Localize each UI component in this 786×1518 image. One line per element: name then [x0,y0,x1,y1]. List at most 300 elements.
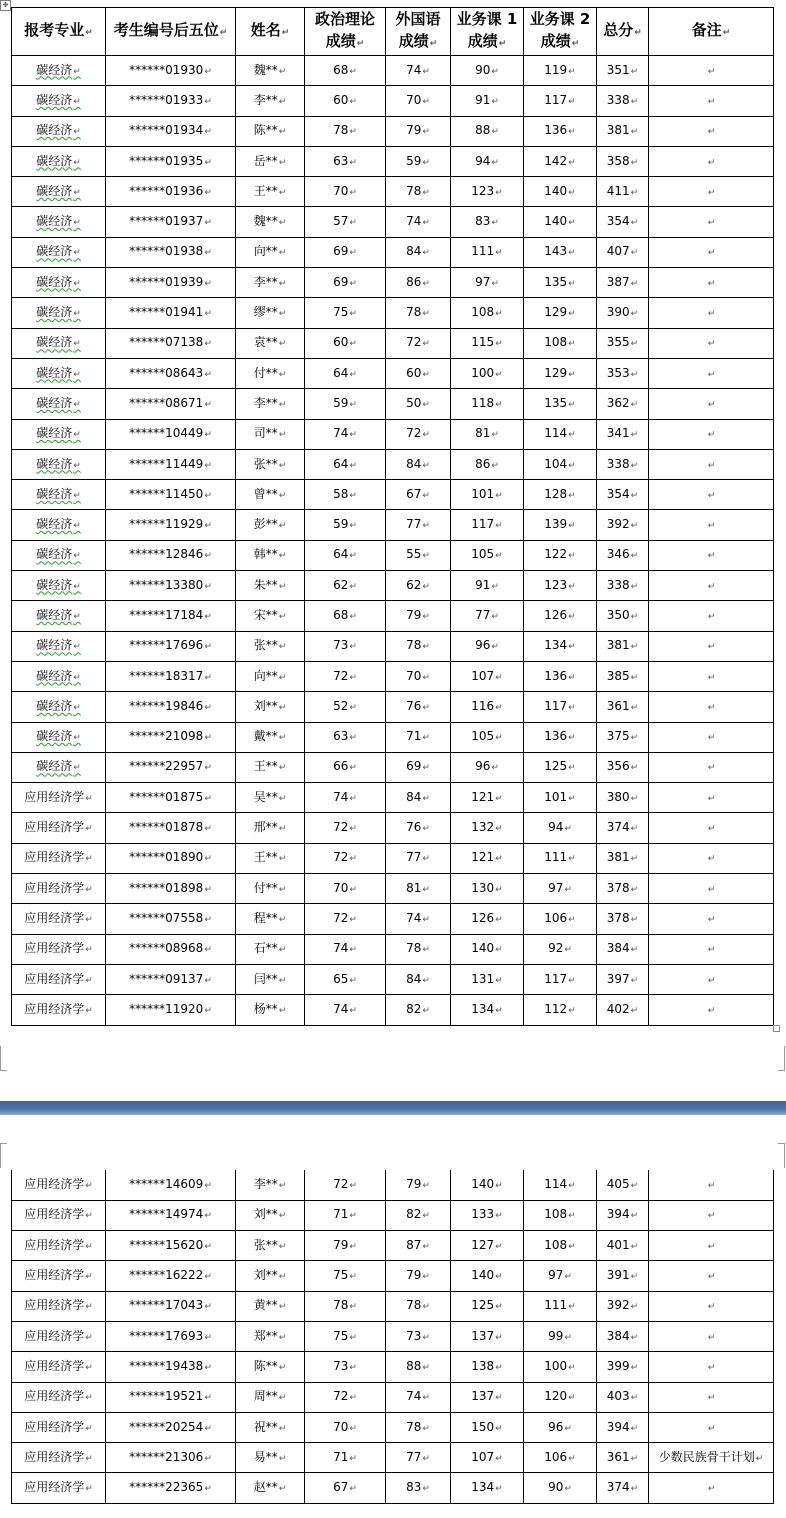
cell-foreign-language[interactable] [386,510,451,540]
cell-exam-id[interactable] [106,237,236,267]
cell-total[interactable] [597,449,649,479]
cell-politics[interactable] [305,146,386,176]
cell-remarks[interactable] [649,177,774,207]
cell-total[interactable] [597,1382,649,1412]
cell-politics[interactable] [305,813,386,843]
cell-name[interactable] [236,1473,305,1503]
cell-major[interactable] [12,1443,106,1473]
cell-course-2[interactable] [524,419,597,449]
cell-major[interactable] [12,237,106,267]
cell-politics[interactable] [305,1473,386,1503]
cell-major[interactable] [12,752,106,782]
cell-remarks[interactable] [649,1473,774,1503]
cell-remarks[interactable] [649,1261,774,1291]
cell-name[interactable] [236,661,305,691]
cell-name[interactable] [236,328,305,358]
cell-politics[interactable] [305,1321,386,1351]
cell-course-2[interactable] [524,571,597,601]
cell-major[interactable] [12,389,106,419]
cell-course-1[interactable] [451,783,524,813]
cell-name[interactable] [236,116,305,146]
cell-foreign-language[interactable] [386,177,451,207]
cell-politics[interactable] [305,843,386,873]
cell-exam-id[interactable] [106,783,236,813]
cell-politics[interactable] [305,752,386,782]
cell-name[interactable] [236,419,305,449]
cell-exam-id[interactable] [106,874,236,904]
cell-major[interactable] [12,116,106,146]
cell-course-1[interactable] [451,116,524,146]
cell-major[interactable] [12,904,106,934]
cell-course-2[interactable] [524,631,597,661]
cell-name[interactable] [236,237,305,267]
cell-course-1[interactable] [451,177,524,207]
cell-course-1[interactable] [451,722,524,752]
cell-course-1[interactable] [451,237,524,267]
cell-major[interactable] [12,1261,106,1291]
cell-name[interactable] [236,1412,305,1442]
cell-exam-id[interactable] [106,298,236,328]
cell-remarks[interactable] [649,116,774,146]
cell-course-2[interactable] [524,783,597,813]
cell-exam-id[interactable] [106,843,236,873]
cell-exam-id[interactable] [106,116,236,146]
cell-course-2[interactable] [524,874,597,904]
cell-major[interactable] [12,1412,106,1442]
cell-total[interactable] [597,692,649,722]
cell-total[interactable] [597,86,649,116]
cell-name[interactable] [236,843,305,873]
cell-name[interactable] [236,540,305,570]
cell-total[interactable] [597,601,649,631]
cell-remarks[interactable] [649,904,774,934]
cell-course-1[interactable] [451,146,524,176]
cell-course-1[interactable] [451,692,524,722]
cell-major[interactable] [12,146,106,176]
cell-foreign-language[interactable] [386,1231,451,1261]
cell-course-1[interactable] [451,601,524,631]
cell-total[interactable] [597,480,649,510]
cell-major[interactable] [12,722,106,752]
cell-exam-id[interactable] [106,86,236,116]
cell-foreign-language[interactable] [386,783,451,813]
cell-course-2[interactable] [524,813,597,843]
cell-major[interactable] [12,813,106,843]
cell-remarks[interactable] [649,237,774,267]
cell-total[interactable] [597,1473,649,1503]
cell-course-1[interactable] [451,1291,524,1321]
cell-total[interactable] [597,207,649,237]
cell-foreign-language[interactable] [386,904,451,934]
cell-exam-id[interactable] [106,268,236,298]
cell-name[interactable] [236,1321,305,1351]
cell-exam-id[interactable] [106,177,236,207]
cell-total[interactable] [597,419,649,449]
cell-exam-id[interactable] [106,480,236,510]
cell-exam-id[interactable] [106,1261,236,1291]
cell-name[interactable] [236,56,305,86]
cell-major[interactable] [12,1473,106,1503]
cell-foreign-language[interactable] [386,116,451,146]
cell-total[interactable] [597,752,649,782]
cell-total[interactable] [597,389,649,419]
cell-total[interactable] [597,934,649,964]
cell-major[interactable] [12,298,106,328]
cell-remarks[interactable] [649,1443,774,1473]
cell-major[interactable] [12,874,106,904]
cell-foreign-language[interactable] [386,540,451,570]
cell-foreign-language[interactable] [386,571,451,601]
cell-politics[interactable] [305,1170,386,1200]
cell-total[interactable] [597,1352,649,1382]
cell-politics[interactable] [305,298,386,328]
cell-remarks[interactable] [649,843,774,873]
cell-name[interactable] [236,358,305,388]
cell-course-1[interactable] [451,510,524,540]
cell-name[interactable] [236,1382,305,1412]
cell-course-1[interactable] [451,1473,524,1503]
cell-politics[interactable] [305,722,386,752]
cell-foreign-language[interactable] [386,1382,451,1412]
cell-major[interactable] [12,328,106,358]
cell-course-2[interactable] [524,510,597,540]
cell-exam-id[interactable] [106,449,236,479]
cell-remarks[interactable] [649,207,774,237]
cell-name[interactable] [236,207,305,237]
cell-exam-id[interactable] [106,995,236,1025]
cell-course-2[interactable] [524,237,597,267]
cell-course-2[interactable] [524,1291,597,1321]
cell-foreign-language[interactable] [386,843,451,873]
cell-exam-id[interactable] [106,964,236,994]
cell-course-1[interactable] [451,1443,524,1473]
cell-course-2[interactable] [524,1231,597,1261]
cell-politics[interactable] [305,389,386,419]
cell-course-1[interactable] [451,358,524,388]
cell-foreign-language[interactable] [386,328,451,358]
cell-name[interactable] [236,177,305,207]
cell-exam-id[interactable] [106,358,236,388]
cell-foreign-language[interactable] [386,1261,451,1291]
cell-remarks[interactable] [649,298,774,328]
cell-course-2[interactable] [524,268,597,298]
cell-course-2[interactable] [524,449,597,479]
cell-course-1[interactable] [451,1231,524,1261]
cell-name[interactable] [236,449,305,479]
cell-politics[interactable] [305,661,386,691]
cell-politics[interactable] [305,1382,386,1412]
cell-politics[interactable] [305,268,386,298]
cell-foreign-language[interactable] [386,56,451,86]
cell-name[interactable] [236,146,305,176]
cell-course-1[interactable] [451,389,524,419]
cell-major[interactable] [12,177,106,207]
cell-total[interactable] [597,1231,649,1261]
cell-course-2[interactable] [524,722,597,752]
cell-name[interactable] [236,1261,305,1291]
cell-course-1[interactable] [451,1352,524,1382]
cell-remarks[interactable] [649,661,774,691]
cell-name[interactable] [236,964,305,994]
cell-exam-id[interactable] [106,207,236,237]
cell-total[interactable] [597,510,649,540]
table-move-handle-icon[interactable]: ✥ [0,0,11,11]
cell-name[interactable] [236,389,305,419]
cell-total[interactable] [597,540,649,570]
cell-remarks[interactable] [649,601,774,631]
cell-name[interactable] [236,571,305,601]
cell-major[interactable] [12,86,106,116]
cell-remarks[interactable] [649,783,774,813]
cell-course-1[interactable] [451,540,524,570]
cell-name[interactable] [236,1231,305,1261]
cell-foreign-language[interactable] [386,813,451,843]
cell-name[interactable] [236,1170,305,1200]
cell-foreign-language[interactable] [386,874,451,904]
cell-major[interactable] [12,510,106,540]
cell-politics[interactable] [305,995,386,1025]
cell-politics[interactable] [305,692,386,722]
cell-exam-id[interactable] [106,1170,236,1200]
cell-exam-id[interactable] [106,56,236,86]
cell-exam-id[interactable] [106,692,236,722]
cell-exam-id[interactable] [106,1473,236,1503]
cell-remarks[interactable] [649,571,774,601]
cell-foreign-language[interactable] [386,1473,451,1503]
cell-exam-id[interactable] [106,1352,236,1382]
cell-remarks[interactable] [649,389,774,419]
cell-course-2[interactable] [524,1352,597,1382]
cell-politics[interactable] [305,1443,386,1473]
cell-total[interactable] [597,1443,649,1473]
cell-remarks[interactable] [649,874,774,904]
cell-major[interactable] [12,843,106,873]
cell-foreign-language[interactable] [386,389,451,419]
cell-course-2[interactable] [524,86,597,116]
cell-course-2[interactable] [524,1412,597,1442]
cell-politics[interactable] [305,237,386,267]
cell-remarks[interactable] [649,1412,774,1442]
cell-total[interactable] [597,1321,649,1351]
cell-name[interactable] [236,601,305,631]
cell-remarks[interactable] [649,1291,774,1321]
cell-politics[interactable] [305,1352,386,1382]
cell-foreign-language[interactable] [386,692,451,722]
cell-course-1[interactable] [451,661,524,691]
cell-remarks[interactable] [649,1200,774,1230]
cell-total[interactable] [597,874,649,904]
cell-name[interactable] [236,1352,305,1382]
cell-remarks[interactable] [649,1231,774,1261]
cell-remarks[interactable] [649,692,774,722]
cell-major[interactable] [12,601,106,631]
cell-exam-id[interactable] [106,540,236,570]
cell-total[interactable] [597,1412,649,1442]
cell-course-2[interactable] [524,358,597,388]
cell-major[interactable] [12,449,106,479]
cell-remarks[interactable] [649,328,774,358]
cell-foreign-language[interactable] [386,1352,451,1382]
cell-foreign-language[interactable] [386,995,451,1025]
cell-major[interactable] [12,692,106,722]
cell-politics[interactable] [305,631,386,661]
cell-course-1[interactable] [451,964,524,994]
cell-exam-id[interactable] [106,328,236,358]
cell-remarks[interactable] [649,480,774,510]
cell-course-1[interactable] [451,207,524,237]
cell-total[interactable] [597,358,649,388]
cell-politics[interactable] [305,419,386,449]
cell-politics[interactable] [305,56,386,86]
cell-exam-id[interactable] [106,752,236,782]
cell-total[interactable] [597,661,649,691]
cell-major[interactable] [12,56,106,86]
cell-name[interactable] [236,874,305,904]
cell-total[interactable] [597,813,649,843]
cell-course-1[interactable] [451,1261,524,1291]
cell-course-2[interactable] [524,480,597,510]
cell-major[interactable] [12,1231,106,1261]
cell-name[interactable] [236,298,305,328]
cell-remarks[interactable] [649,56,774,86]
cell-name[interactable] [236,1443,305,1473]
cell-course-1[interactable] [451,752,524,782]
cell-course-2[interactable] [524,752,597,782]
cell-foreign-language[interactable] [386,1412,451,1442]
cell-major[interactable] [12,1200,106,1230]
cell-major[interactable] [12,1382,106,1412]
cell-remarks[interactable] [649,1352,774,1382]
cell-total[interactable] [597,1170,649,1200]
cell-politics[interactable] [305,1200,386,1230]
cell-foreign-language[interactable] [386,419,451,449]
cell-major[interactable] [12,358,106,388]
cell-name[interactable] [236,934,305,964]
cell-politics[interactable] [305,1412,386,1442]
cell-name[interactable] [236,1291,305,1321]
cell-remarks[interactable] [649,358,774,388]
cell-course-2[interactable] [524,995,597,1025]
cell-course-2[interactable] [524,328,597,358]
cell-total[interactable] [597,783,649,813]
cell-exam-id[interactable] [106,1443,236,1473]
cell-exam-id[interactable] [106,722,236,752]
cell-total[interactable] [597,177,649,207]
cell-major[interactable] [12,661,106,691]
cell-politics[interactable] [305,964,386,994]
cell-politics[interactable] [305,510,386,540]
cell-name[interactable] [236,904,305,934]
cell-course-1[interactable] [451,1382,524,1412]
cell-total[interactable] [597,146,649,176]
cell-course-1[interactable] [451,86,524,116]
cell-course-1[interactable] [451,480,524,510]
cell-course-2[interactable] [524,661,597,691]
cell-total[interactable] [597,1261,649,1291]
cell-major[interactable] [12,995,106,1025]
cell-remarks[interactable] [649,813,774,843]
cell-remarks[interactable] [649,449,774,479]
cell-name[interactable] [236,510,305,540]
cell-politics[interactable] [305,783,386,813]
cell-exam-id[interactable] [106,601,236,631]
cell-remarks[interactable] [649,146,774,176]
cell-course-2[interactable] [524,1170,597,1200]
cell-name[interactable] [236,692,305,722]
cell-course-1[interactable] [451,328,524,358]
cell-foreign-language[interactable] [386,207,451,237]
cell-course-1[interactable] [451,995,524,1025]
cell-politics[interactable] [305,358,386,388]
cell-course-2[interactable] [524,964,597,994]
cell-course-1[interactable] [451,298,524,328]
cell-politics[interactable] [305,934,386,964]
cell-remarks[interactable] [649,995,774,1025]
cell-course-2[interactable] [524,843,597,873]
cell-foreign-language[interactable] [386,1321,451,1351]
cell-total[interactable] [597,904,649,934]
cell-major[interactable] [12,631,106,661]
cell-politics[interactable] [305,904,386,934]
cell-politics[interactable] [305,874,386,904]
cell-exam-id[interactable] [106,389,236,419]
cell-course-1[interactable] [451,571,524,601]
cell-course-2[interactable] [524,56,597,86]
cell-course-2[interactable] [524,540,597,570]
table-resize-handle[interactable] [773,1025,780,1032]
cell-course-1[interactable] [451,1321,524,1351]
cell-course-1[interactable] [451,419,524,449]
cell-major[interactable] [12,1170,106,1200]
cell-foreign-language[interactable] [386,934,451,964]
cell-major[interactable] [12,540,106,570]
cell-course-2[interactable] [524,1382,597,1412]
cell-exam-id[interactable] [106,813,236,843]
cell-foreign-language[interactable] [386,1170,451,1200]
cell-politics[interactable] [305,207,386,237]
cell-exam-id[interactable] [106,1200,236,1230]
cell-course-1[interactable] [451,1200,524,1230]
cell-course-1[interactable] [451,1412,524,1442]
cell-name[interactable] [236,783,305,813]
cell-remarks[interactable] [649,1170,774,1200]
cell-major[interactable] [12,964,106,994]
cell-major[interactable] [12,268,106,298]
cell-total[interactable] [597,1291,649,1321]
cell-course-2[interactable] [524,1473,597,1503]
cell-course-1[interactable] [451,449,524,479]
cell-course-2[interactable] [524,1321,597,1351]
cell-exam-id[interactable] [106,571,236,601]
cell-politics[interactable] [305,86,386,116]
cell-name[interactable] [236,995,305,1025]
cell-foreign-language[interactable] [386,964,451,994]
cell-politics[interactable] [305,540,386,570]
cell-course-1[interactable] [451,631,524,661]
cell-remarks[interactable] [649,1321,774,1351]
cell-exam-id[interactable] [106,510,236,540]
cell-name[interactable] [236,631,305,661]
cell-politics[interactable] [305,328,386,358]
cell-foreign-language[interactable] [386,86,451,116]
cell-remarks[interactable] [649,419,774,449]
cell-major[interactable] [12,571,106,601]
cell-course-1[interactable] [451,843,524,873]
cell-major[interactable] [12,1352,106,1382]
cell-major[interactable] [12,934,106,964]
cell-course-2[interactable] [524,207,597,237]
cell-exam-id[interactable] [106,419,236,449]
